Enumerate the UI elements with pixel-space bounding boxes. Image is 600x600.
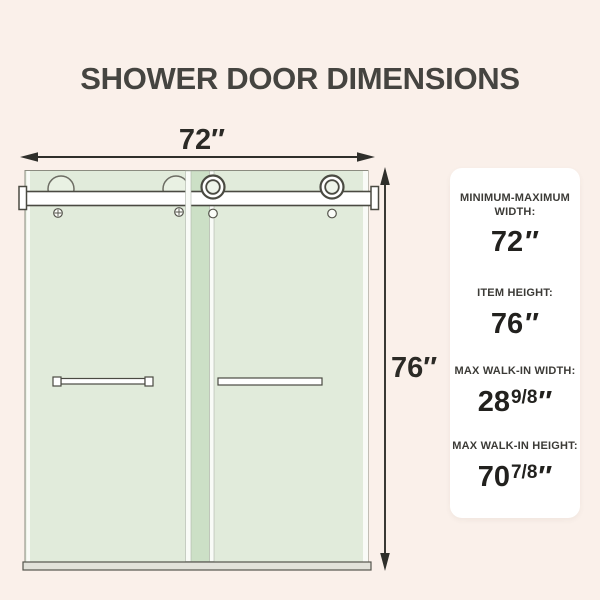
towel-bar-tube [218,378,322,385]
arrow-right-icon [357,152,375,162]
height-dimension-label: 76″ [391,352,438,384]
spec-item-walkin-width [450,365,580,417]
spec-value: $70^{7/8}''$ [477,460,553,493]
spec-label-line: MINIMUM-MAXIMUM [460,192,570,204]
spec-item-height [450,287,580,339]
glass-panels [25,171,368,563]
bottom-rail [23,562,371,570]
page-title: SHOWER DOOR DIMENSIONS [80,61,520,96]
arrow-down-icon [380,553,390,571]
width-dimension [20,124,375,162]
spec-label-line: MAX WALK-IN WIDTH: [454,365,576,377]
spec-value: 72″ [490,226,540,258]
arrow-left-icon [20,152,38,162]
spec-label-line: ITEM HEIGHT: [477,287,553,299]
spec-label [450,192,580,219]
front-roller-hub-icon [206,180,220,194]
towel-bar-end-cap [53,377,61,386]
spec-item-width [450,192,580,257]
top-rail [25,192,372,206]
glass-edge-left [27,171,31,562]
screw-icon [209,209,218,218]
glass-edge-right [363,171,368,562]
spec-label-line: MAX WALK-IN HEIGHT: [452,440,578,452]
spec-value: 76″ [490,307,540,340]
wall-bracket-left [19,187,27,210]
height-dimension [380,167,437,571]
arrow-up-icon [380,167,390,185]
spec-value: $28^{9/8}''$ [477,385,553,418]
spec-label [450,440,580,454]
spec-label [450,287,580,301]
towel-bar-end-cap [145,377,153,386]
spec-label [450,365,580,379]
spec-card [450,168,580,518]
width-dimension-label: 72″ [178,124,226,156]
screw-icon [328,209,337,218]
front-roller-hub-icon [325,180,339,194]
front-panel-left-edge [186,171,192,562]
wall-bracket-right [371,187,379,210]
towel-bar-tube [61,379,145,385]
towel-bar-right [218,378,322,385]
spec-item-walkin-height [450,440,580,492]
glass-overlap-strip [190,171,210,562]
back-panel-right-edge [210,171,215,562]
spec-label-line: WIDTH: [494,205,536,218]
